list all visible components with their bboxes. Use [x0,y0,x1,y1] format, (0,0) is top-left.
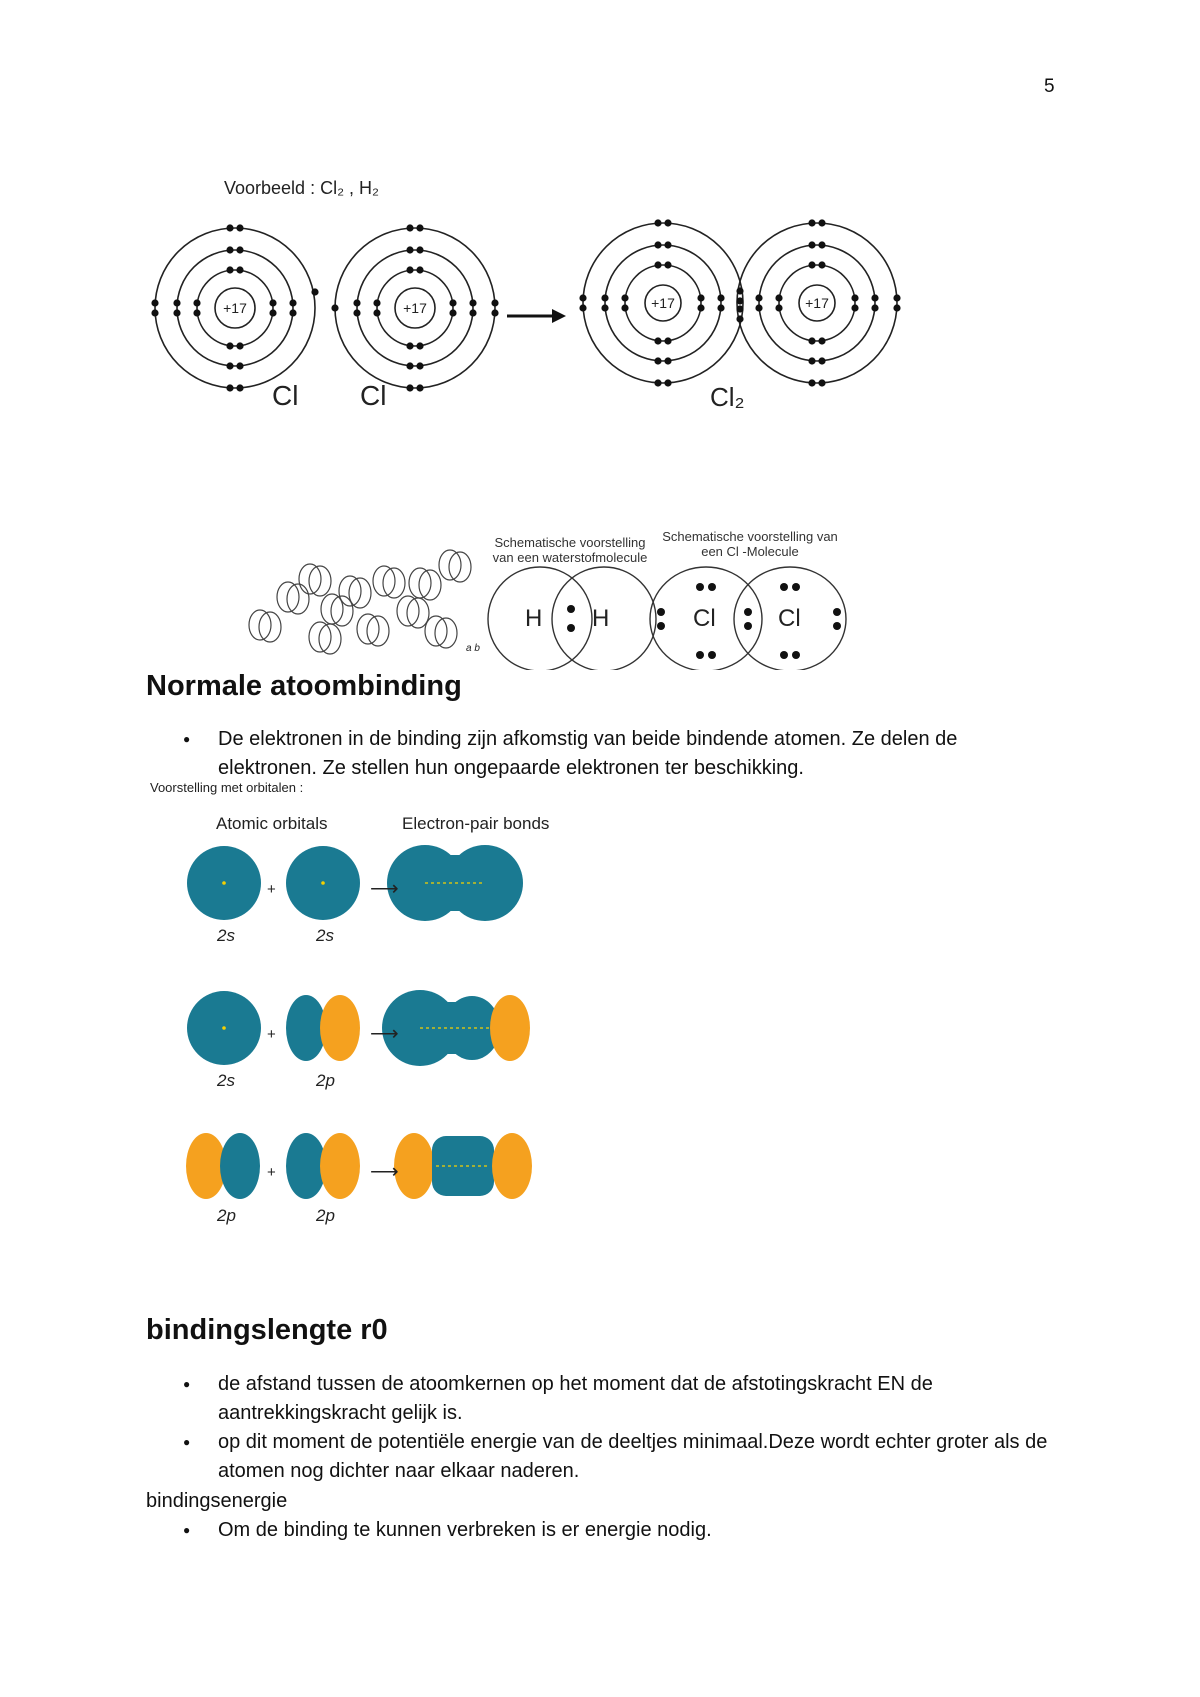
electron-dot [579,304,586,311]
particle-sketch [419,570,441,600]
electron-dot [657,608,665,616]
electron-dot [717,294,724,301]
nucleus-dot [222,1026,226,1030]
orbital-caption: Voorstelling met orbitalen : [150,780,304,795]
cl-label-schem-left: Cl [693,605,716,632]
electron-dot [654,261,661,268]
electron-dot [579,294,586,301]
electron-dot [871,304,878,311]
electron-dot [173,299,180,306]
electron-dot [851,294,858,301]
electron-dot [808,357,815,364]
electron-dot [893,294,900,301]
electron-dot [818,241,825,248]
electron-dot [871,294,878,301]
bullet-item: ● Om de binding te kunnen verbreken is er energie nodig. [218,1516,1058,1545]
electron-dot [755,304,762,311]
orbital-header-right: Electron-pair bonds [402,814,550,833]
bohr-figure-title: Voorbeeld : Cl₂ , H₂ [224,178,380,198]
p-orbital-lobe [490,995,530,1061]
p-orbital-lobe [220,1133,260,1199]
electron-dot [406,266,413,273]
bohr-diagram-figure [150,170,910,430]
electron-dot [469,299,476,306]
section-heading-atoombinding: Normale atoombinding [146,670,462,702]
particle-sketch [299,564,321,594]
electron-dot [808,241,815,248]
particle-sketch [425,616,447,646]
particle-sketch [349,578,371,608]
electron-dot [236,362,243,369]
particle-sketch [357,614,379,644]
particle-sketch [435,618,457,648]
electron-dot [664,337,671,344]
electron-dot [406,342,413,349]
caption-h2: Schematische voorstelling van een waterstofmolecule [492,535,648,565]
particle-sketch [309,622,331,652]
electron-dot [236,246,243,253]
particle-sketch [321,594,343,624]
electron-dot [808,219,815,226]
electron-dot [696,583,704,591]
page-number: 5 [1044,76,1055,97]
electron-dot [621,304,628,311]
particle-sketch [407,598,429,628]
electron-dot [808,337,815,344]
bullet-item: ● op dit moment de potentiële energie van de deeltjes minimaal.Deze wordt echter groter als de atomen nog dichter naar elkaar naderen. [218,1428,1058,1486]
electron-dot [775,294,782,301]
electron-dot [406,384,413,391]
cl-label-schem-right: Cl [778,605,801,632]
electron-dot [717,304,724,311]
electron-dot [755,294,762,301]
nucleus-dot [222,881,226,885]
plus-sign: + [267,1026,276,1043]
particle-sketch [439,550,461,580]
electron-dot [567,605,575,613]
electron-dot [654,357,661,364]
cl-label-right: Cl [360,380,387,411]
bohr-diagram [150,170,910,430]
electron-dot [193,299,200,306]
electron-dot [416,266,423,273]
particle-sketch [397,596,419,626]
h-label-left: H [525,605,543,632]
p-orbital-lobe [320,995,360,1061]
orbital-label: 2p [316,1071,335,1090]
electron-dot [833,622,841,630]
electron-dot [780,651,788,659]
electron-dot [818,357,825,364]
electron-dot [449,309,456,316]
arrow-icon: ⟶ [370,1161,399,1183]
particle-sketch [319,624,341,654]
nucleus-charge: +17 [651,295,675,311]
electron-dot [236,224,243,231]
electron-dot [491,309,498,316]
electron-dot [236,266,243,273]
electron-dot [696,651,704,659]
electron-dot [416,246,423,253]
plus-sign: + [267,881,276,898]
arrow-head [552,309,566,323]
electron-dot [664,219,671,226]
electron-dot [601,294,608,301]
arrow-icon: ⟶ [370,878,399,900]
electron-dot [744,622,752,630]
electron-dot [818,261,825,268]
orbital-figure [180,808,580,1238]
electron-dot [331,304,338,311]
orbital-label: 2s [316,926,334,945]
bullet-item: ● De elektronen in de binding zijn afkomstig van beide bindende atomen. Ze delen de elektronen. Ze stellen hun ongepaarde elektronen ter beschikking. [218,725,1058,783]
electron-dot [416,342,423,349]
particle-sketch [449,552,471,582]
drawing-note: a b [466,643,480,654]
nucleus-dot [321,881,325,885]
electron-dot [269,309,276,316]
electron-dot [664,241,671,248]
electron-dot [226,224,233,231]
electron-dot [226,246,233,253]
arrow-icon: ⟶ [370,1023,399,1045]
electron-dot [664,357,671,364]
nucleus-charge: +17 [223,300,247,316]
electron-dot [657,622,665,630]
electron-dot [151,309,158,316]
p-orbital-lobe [320,1133,360,1199]
electron-dot [833,608,841,616]
electron-dot [226,384,233,391]
electron-dot [736,315,743,322]
electron-dot [269,299,276,306]
electron-dot [775,304,782,311]
schematic-figure [240,525,860,670]
electron-dot [226,342,233,349]
electron-dot [416,224,423,231]
electron-dot [416,384,423,391]
nucleus-charge: +17 [403,300,427,316]
electron-dot [664,379,671,386]
electron-dot [373,299,380,306]
orbital-label: 2s [217,926,235,945]
particle-sketch [259,612,281,642]
orbital-label: 2p [316,1206,335,1225]
electron-dot [697,294,704,301]
electron-dot [353,299,360,306]
electron-dot [406,246,413,253]
plus-sign: + [267,1164,276,1181]
electron-dot [193,309,200,316]
nucleus-charge: +17 [805,295,829,311]
electron-dot [792,583,800,591]
electron-dot [708,651,716,659]
electron-dot [792,651,800,659]
subheading-bindingsenergie: bindingsenergie [146,1490,288,1512]
particle-sketch [309,566,331,596]
particle-sketch [277,582,299,612]
electron-dot [654,379,661,386]
electron-dot [406,224,413,231]
electron-dot [808,379,815,386]
electron-dot [567,624,575,632]
electron-dot [449,299,456,306]
electron-dot [808,261,815,268]
electron-dot [469,309,476,316]
orbital-header-left: Atomic orbitals [216,814,328,833]
section-heading-bindingslengte: bindingslengte r0 [146,1314,388,1346]
particle-sketch [367,616,389,646]
electron-dot [416,362,423,369]
electron-dot [226,266,233,273]
electron-dot [851,304,858,311]
h-label-right: H [592,605,610,632]
electron-dot [893,304,900,311]
electron-dot [654,219,661,226]
electron-dot [236,342,243,349]
electron-dot [621,294,628,301]
electron-dot [818,219,825,226]
electron-dot [697,304,704,311]
electron-dot [491,299,498,306]
electron-dot [654,241,661,248]
electron-dot [289,299,296,306]
electron-dot [406,362,413,369]
electron-dot [173,309,180,316]
p-orbital-lobe [394,1133,434,1199]
electron-dot [373,309,380,316]
p-orbital-lobe [492,1133,532,1199]
electron-dot [236,384,243,391]
electron-dot [289,309,296,316]
orbital-label: 2s [217,1071,235,1090]
electron-dot [226,362,233,369]
particle-sketch [373,566,395,596]
electron-dot [736,287,743,294]
cl2-label: Cl₂ [710,382,745,412]
electron-dot [353,309,360,316]
bullet-item: ● de afstand tussen de atoomkernen op het moment dat de afstotingskracht EN de aantrekkingskracht gelijk is. [218,1370,1058,1428]
electron-dot [780,583,788,591]
particle-sketch [409,568,431,598]
orbital-label: 2p [217,1206,236,1225]
electron-dot [151,299,158,306]
electron-dot [818,379,825,386]
electron-dot [654,337,661,344]
particle-sketch [287,584,309,614]
particle-sketch [249,610,271,640]
cl-label-left: Cl [272,380,299,411]
electron-dot [708,583,716,591]
particle-sketch [383,568,405,598]
electron-dot [601,304,608,311]
electron-dot [736,297,743,304]
electron-dot [664,261,671,268]
electron-dot [311,288,318,295]
electron-dot [736,305,743,312]
electron-dot [744,608,752,616]
caption-cl2: Schematische voorstelling van een Cl -Molecule [662,529,838,559]
electron-dot [818,337,825,344]
